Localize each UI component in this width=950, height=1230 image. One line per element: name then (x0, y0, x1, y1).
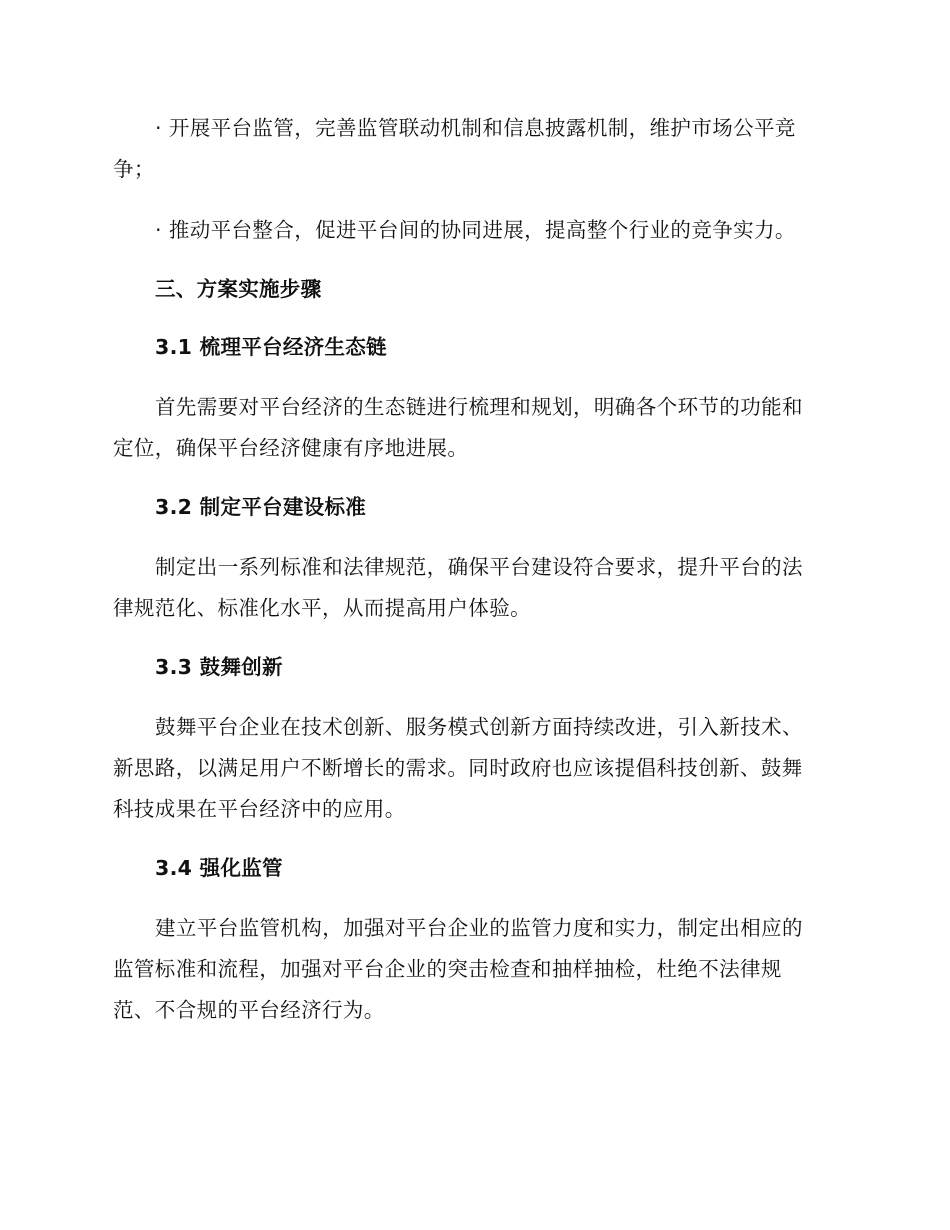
text-line: · 推动平台整合，促进平台间的协同进展，提高整个行业的竞争实力。 (155, 218, 796, 242)
bullet-platform-regulation (113, 108, 833, 190)
bullet-platform-integration (113, 210, 833, 251)
section-heading-implementation-steps: 三、方案实施步骤 (155, 277, 322, 301)
text-line: 首先需要对平台经济的生态链进行梳理和规划，明确各个环节的功能和 (155, 395, 803, 419)
text-line: 新思路，以满足用户不断增长的需求。同时政府也应该提倡科技创新、鼓舞 (113, 756, 803, 780)
text-line: 科技成果在平台经济中的应用。 (113, 797, 406, 821)
subsection-heading-3-3: 3.3 鼓舞创新 (155, 655, 283, 679)
text-line: 律规范化、标准化水平，从而提高用户体验。 (113, 596, 531, 620)
text-line: 争； (113, 157, 155, 181)
paragraph-3-1 (113, 387, 833, 469)
text-line: 范、不合规的平台经济行为。 (113, 998, 385, 1022)
document-body (113, 108, 833, 1051)
text-line: 制定出一系列标准和法律规范，确保平台建设符合要求，提升平台的法 (155, 555, 803, 579)
subsection-heading-3-2: 3.2 制定平台建设标准 (155, 495, 367, 519)
text-line: · 开展平台监管，完善监管联动机制和信息披露机制，维护市场公平竞 (155, 116, 796, 140)
paragraph-3-4 (113, 908, 833, 1031)
text-line: 监管标准和流程，加强对平台企业的突击检查和抽样抽检，杜绝不法律规 (113, 957, 782, 981)
subsection-heading-3-1: 3.1 梳理平台经济生态链 (155, 335, 387, 359)
paragraph-3-2 (113, 547, 833, 629)
text-line: 建立平台监管机构，加强对平台企业的监管力度和实力，制定出相应的 (155, 916, 803, 940)
text-line: 定位，确保平台经济健康有序地进展。 (113, 436, 469, 460)
text-line: 鼓舞平台企业在技术创新、服务模式创新方面持续改进，引入新技术、 (155, 715, 803, 739)
subsection-heading-3-4: 3.4 强化监管 (155, 856, 283, 880)
paragraph-3-3 (113, 707, 833, 830)
